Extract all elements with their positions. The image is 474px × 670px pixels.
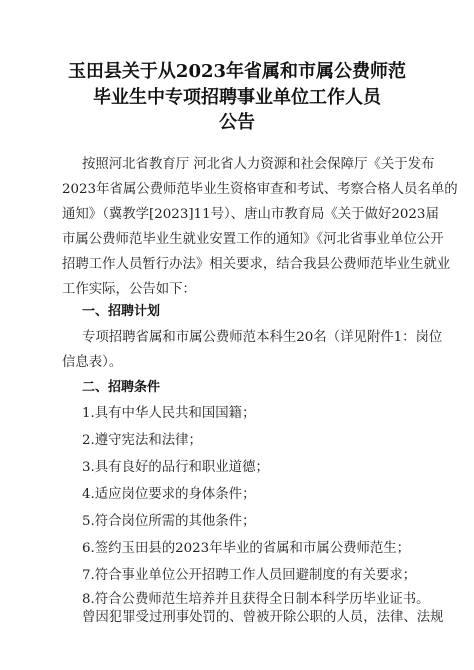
intro-line: 通知》（冀教学[2023]11号）、唐山市教育局《关于做好2023届 [62,207,439,222]
intro-line: 工作实际，公告如下： [62,282,196,297]
section-text-line: 信息表）。 [62,355,123,370]
condition-item: 5.符合岗位所需的其他条件； [82,514,256,529]
section-heading: 一、招聘计划 [82,304,161,319]
condition-item: 4.适应岗位要求的身体条件； [82,487,256,502]
section-heading: 二、招聘条件 [82,380,161,395]
condition-item: 6.签约玉田县的2023年毕业的省属和市属公费师范生； [82,541,411,556]
intro-line: 2023年省属公费师范毕业生资格审查和考试、考察合格人员名单的 [62,182,458,197]
intro-line: 招聘工作人员暂行办法》相关要求，结合我县公费师范毕业生就业 [62,257,451,272]
condition-item: 2.遵守宪法和法律； [82,433,202,448]
title-line-3: 公告 [219,112,255,133]
intro-line: 市属公费师范毕业生就业安置工作的通知》《河北省事业单位公开 [62,232,444,247]
condition-item: 3.具有良好的品行和职业道德； [82,460,269,475]
section-text-line: 专项招聘省属和市属公费师范本科生20名（详见附件1：岗位 [82,330,443,345]
condition-trailing-text: 曾因犯罪受过刑事处罚的、曾被开除公职的人员，法律、法规 [82,610,444,625]
title-line-1: 玉田县关于从2023年省属和市属公费师范 [67,61,407,82]
condition-item: 8.符合公费师范生培养并且获得全日制本科学历毕业证书。 [82,592,430,607]
condition-item: 7.符合事业单位公开招聘工作人员回避制度的有关要求； [82,568,417,583]
condition-item: 1.具有中华人民共和国国籍； [82,406,256,421]
intro-line: 按照河北省教育厅 河北省人力资源和社会保障厅《关于发布 [82,157,435,172]
title-line-2: 毕业生中专项招聘事业单位工作人员 [93,87,381,108]
